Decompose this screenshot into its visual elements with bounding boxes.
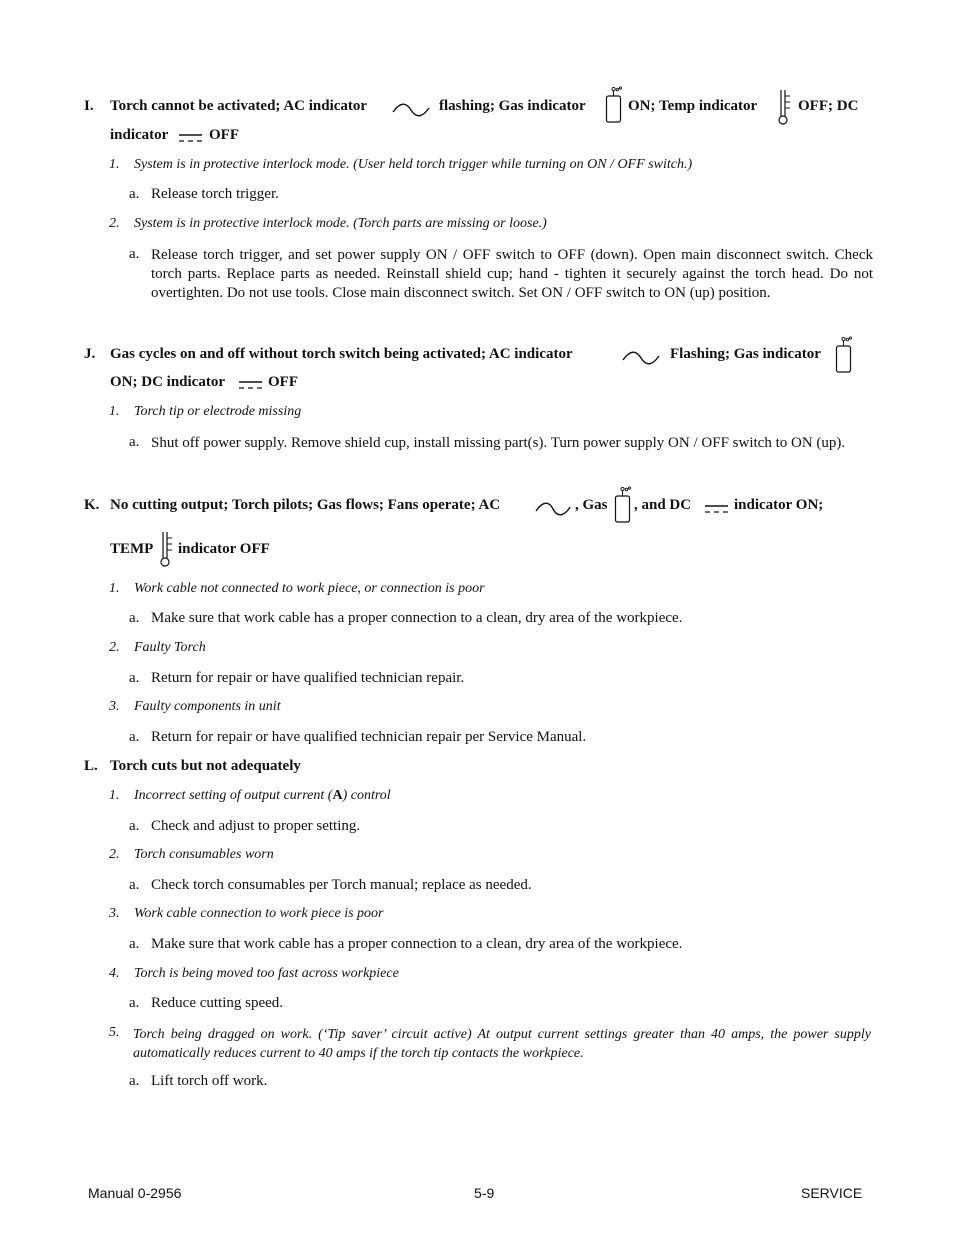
cause-number: 1. xyxy=(109,581,120,596)
remedy-text: Check torch consumables per Torch manual; replace as needed. xyxy=(151,877,532,893)
cause-number: 2. xyxy=(109,847,120,862)
cause-number: 4. xyxy=(109,966,120,981)
cause-text: Torch is being moved too fast across workpiece xyxy=(134,966,399,981)
remedy-letter: a. xyxy=(129,877,140,893)
cause-text: System is in protective interlock mode. (Torch parts are missing or loose.) xyxy=(134,216,547,231)
section-k-heading-part3: , and DC xyxy=(634,497,692,513)
cause-text: System is in protective interlock mode. (User held torch trigger while turning on ON / OFF switch.) xyxy=(134,157,693,172)
cause-number: 1. xyxy=(109,404,120,419)
section-i-heading-part6: OFF xyxy=(209,127,239,143)
cause-text: Faulty components in unit xyxy=(134,699,281,714)
cause-number: 2. xyxy=(109,216,120,231)
cause-text xyxy=(134,788,391,804)
cause-number: 3. xyxy=(109,906,120,921)
remedy-text: Lift torch off work. xyxy=(151,1073,268,1089)
remedy-letter: a. xyxy=(129,434,140,450)
remedy-text: Release torch trigger, and set power supply ON / OFF switch to OFF (down). Open main disconnect switch. Check torch parts. Replace parts as needed. Reinstall shield cup; hand - tighten it securely against the torch head. Do not overtighten. Do not use tools. Close main disconnect switch. Set ON / OFF switch to ON (up) position. xyxy=(151,247,873,301)
thermometer-icon xyxy=(159,530,175,568)
dc-symbol-icon xyxy=(178,132,204,144)
cause-text: Torch being dragged on work. (‘Tip saver’ circuit active) At output current settings greater than 40 amps, the power supply automatically reduces current to 40 amps if the torch tip contacts the workpiece. xyxy=(133,1027,871,1061)
cause-text: Faulty Torch xyxy=(134,640,206,655)
cause-number: 5. xyxy=(109,1025,120,1040)
cause-text: Torch tip or electrode missing xyxy=(134,404,302,419)
dc-symbol-icon xyxy=(238,379,264,391)
section-k-letter: K. xyxy=(84,497,100,513)
cause-text-bold: A xyxy=(332,788,343,803)
section-i-heading-part1: Torch cannot be activated; AC indicator xyxy=(110,98,368,114)
cause-text-pre: Incorrect setting of output current ( xyxy=(134,788,333,803)
remedy-text: Check and adjust to proper setting. xyxy=(151,818,361,834)
remedy-letter: a. xyxy=(129,670,140,686)
section-j-heading-part1: Gas cycles on and off without torch switch being activated; AC indicator xyxy=(110,346,573,362)
remedy-letter: a. xyxy=(129,818,140,834)
thermometer-icon xyxy=(777,88,793,126)
section-k-heading-part1: No cutting output; Torch pilots; Gas flows; Fans operate; AC xyxy=(110,497,501,513)
section-j-letter: J. xyxy=(84,346,96,362)
gas-cylinder-icon xyxy=(614,486,632,524)
remedy-letter: a. xyxy=(129,1073,140,1089)
ac-wave-icon xyxy=(392,102,430,118)
cause-text: Work cable not connected to work piece, or connection is poor xyxy=(134,581,485,596)
cause-text-post: ) control xyxy=(342,788,391,803)
remedy-text: Return for repair or have qualified technician repair. xyxy=(151,670,465,686)
section-i-letter: I. xyxy=(84,98,94,114)
ac-wave-icon xyxy=(622,350,660,366)
remedy-letter: a. xyxy=(129,610,140,626)
footer-page-number: 5-9 xyxy=(474,1185,495,1201)
remedy-text: Shut off power supply. Remove shield cup, install missing part(s). Turn power supply ON / OFF switch to ON (up). xyxy=(151,435,846,451)
section-j-heading-part4: OFF xyxy=(268,374,298,390)
dc-symbol-icon xyxy=(704,503,730,515)
cause-number: 1. xyxy=(109,788,120,803)
section-l-letter: L. xyxy=(84,758,98,774)
section-i-heading-part4: OFF; DC xyxy=(798,98,859,114)
section-k-heading-part2: , Gas xyxy=(575,497,608,513)
remedy-letter: a. xyxy=(129,936,140,952)
section-i-heading-part2: flashing; Gas indicator xyxy=(439,98,586,114)
remedy-text: Make sure that work cable has a proper connection to a clean, dry area of the workpiece. xyxy=(151,936,683,952)
remedy-text: Return for repair or have qualified technician repair per Service Manual. xyxy=(151,729,587,745)
footer-section-name: SERVICE xyxy=(801,1185,863,1201)
section-l-heading: Torch cuts but not adequately xyxy=(110,758,301,774)
gas-cylinder-icon xyxy=(835,336,853,374)
cause-number: 1. xyxy=(109,157,120,172)
remedy-text: Reduce cutting speed. xyxy=(151,995,284,1011)
section-j-heading-part3: ON; DC indicator xyxy=(110,374,225,390)
cause-number: 2. xyxy=(109,640,120,655)
cause-text: Torch consumables worn xyxy=(134,847,274,862)
remedy-letter: a. xyxy=(129,186,140,202)
remedy-text: Make sure that work cable has a proper connection to a clean, dry area of the workpiece. xyxy=(151,610,683,626)
section-k-heading-part5: TEMP xyxy=(110,541,154,557)
section-k-heading-part4: indicator ON; xyxy=(734,497,824,513)
cause-text: Work cable connection to work piece is poor xyxy=(134,906,384,921)
ac-wave-icon xyxy=(535,501,571,517)
section-j-heading-part2: Flashing; Gas indicator xyxy=(670,346,821,362)
section-k-heading-part6: indicator OFF xyxy=(178,541,270,557)
section-i-heading-part3: ON; Temp indicator xyxy=(628,98,758,114)
section-i-heading-part5: indicator xyxy=(110,127,169,143)
remedy-letter: a. xyxy=(129,729,140,745)
cause-number: 3. xyxy=(109,699,120,714)
footer-manual-number: Manual 0-2956 xyxy=(88,1185,182,1201)
remedy-letter: a. xyxy=(129,995,140,1011)
gas-cylinder-icon xyxy=(605,86,623,124)
remedy-text: Release torch trigger. xyxy=(151,186,279,202)
remedy-letter: a. xyxy=(129,246,140,262)
